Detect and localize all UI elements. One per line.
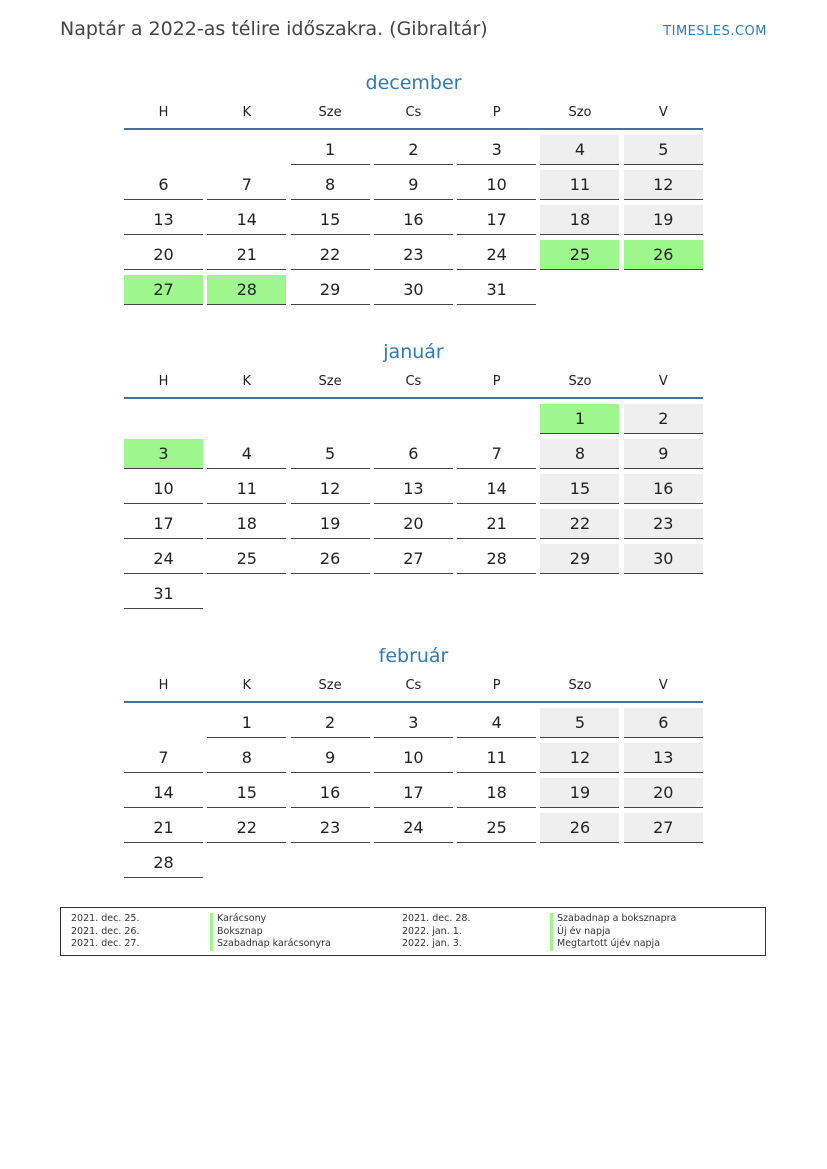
holiday-day-cell: 25 [540, 240, 619, 270]
day-cell: 13 [624, 743, 703, 773]
day-cell: 18 [540, 205, 619, 235]
day-cell: 2 [374, 135, 453, 165]
month-january [124, 337, 703, 609]
day-cell: 23 [291, 813, 370, 843]
weekday-label: H [158, 678, 169, 693]
legend-holiday-name: Új év napja [550, 926, 676, 939]
day-cell: 15 [291, 205, 370, 235]
day-cell: 21 [124, 813, 203, 843]
day-cell: 11 [540, 170, 619, 200]
day-cell: 8 [207, 743, 286, 773]
day-cell: 29 [540, 544, 619, 574]
empty-cell [124, 135, 203, 164]
legend-date: 2021. dec. 28. [402, 913, 471, 924]
day-cell: 17 [124, 509, 203, 539]
weekday-label: Szo [568, 105, 592, 120]
weekday-label: V [658, 678, 668, 693]
day-cell: 30 [374, 275, 453, 305]
day-cell: 2 [291, 708, 370, 738]
day-cell: 22 [291, 240, 370, 270]
day-cell: 26 [291, 544, 370, 574]
day-cell: 15 [540, 474, 619, 504]
month-title: január [383, 341, 444, 363]
month-title: december [365, 72, 462, 94]
legend-holiday-name: Szabadnap karácsonyra [210, 938, 331, 951]
day-cell: 10 [374, 743, 453, 773]
day-cell: 25 [457, 813, 536, 843]
day-cell: 17 [457, 205, 536, 235]
day-cell: 30 [624, 544, 703, 574]
weekday-label: K [242, 374, 252, 389]
day-cell: 13 [124, 205, 203, 235]
day-cell: 23 [374, 240, 453, 270]
day-cell: 17 [374, 778, 453, 808]
day-cell: 7 [124, 743, 203, 773]
empty-cell [207, 135, 286, 164]
legend-date: 2021. dec. 27. [71, 938, 140, 949]
day-cell: 1 [291, 135, 370, 165]
day-cell: 6 [124, 170, 203, 200]
legend-holiday-name: Szabadnap a boksznapra [550, 913, 676, 926]
empty-cell [124, 404, 203, 433]
weekday-header [124, 98, 703, 130]
day-cell: 24 [124, 544, 203, 574]
day-cell: 10 [124, 474, 203, 504]
weekday-header [124, 671, 703, 703]
day-grid [124, 135, 703, 305]
month-february [124, 641, 703, 878]
weekday-label: Cs [405, 678, 422, 693]
weekday-label: V [658, 374, 668, 389]
day-cell: 7 [207, 170, 286, 200]
day-cell: 29 [291, 275, 370, 305]
day-cell: 18 [207, 509, 286, 539]
day-cell: 31 [124, 579, 203, 609]
day-cell: 22 [540, 509, 619, 539]
day-cell: 21 [457, 509, 536, 539]
weekday-label: P [492, 374, 501, 389]
empty-cell [124, 708, 203, 737]
day-cell: 9 [624, 439, 703, 469]
month-title: február [378, 645, 449, 667]
holiday-legend [60, 907, 766, 956]
legend-date: 2022. jan. 3. [402, 938, 462, 949]
day-cell: 16 [291, 778, 370, 808]
weekday-label: H [158, 105, 169, 120]
legend-holiday-name: Karácsony [210, 913, 331, 926]
weekday-label: Szo [568, 678, 592, 693]
day-cell: 24 [374, 813, 453, 843]
day-cell: 5 [540, 708, 619, 738]
day-cell: 15 [207, 778, 286, 808]
weekday-header [124, 367, 703, 399]
day-cell: 1 [207, 708, 286, 738]
day-cell: 20 [124, 240, 203, 270]
day-cell: 16 [374, 205, 453, 235]
legend-dates-right [402, 913, 470, 951]
day-cell: 25 [207, 544, 286, 574]
weekday-label: V [658, 105, 668, 120]
day-cell: 12 [624, 170, 703, 200]
day-cell: 26 [540, 813, 619, 843]
day-cell: 27 [624, 813, 703, 843]
day-cell: 5 [291, 439, 370, 469]
holiday-day-cell: 27 [124, 275, 203, 305]
day-cell: 18 [457, 778, 536, 808]
weekday-label: Sze [318, 374, 342, 389]
page-title: Naptár a 2022-as télire időszakra. (Gibraltár) [60, 18, 488, 40]
day-cell: 23 [624, 509, 703, 539]
day-grid [124, 404, 703, 609]
day-cell: 19 [291, 509, 370, 539]
weekday-label: Cs [405, 105, 422, 120]
empty-cell [207, 404, 286, 433]
day-cell: 4 [540, 135, 619, 165]
legend-holiday-name: Megtartott újév napja [550, 938, 676, 951]
day-cell: 3 [374, 708, 453, 738]
day-cell: 27 [374, 544, 453, 574]
day-cell: 19 [624, 205, 703, 235]
weekday-label: Sze [318, 678, 342, 693]
day-cell: 4 [207, 439, 286, 469]
brand-link[interactable]: TIMESLES.COM [663, 24, 767, 39]
legend-date: 2022. jan. 1. [402, 925, 462, 937]
day-cell: 2 [624, 404, 703, 434]
empty-cell [457, 404, 536, 433]
day-cell: 9 [291, 743, 370, 773]
legend-names-right [550, 913, 676, 951]
day-cell: 24 [457, 240, 536, 270]
day-grid [124, 708, 703, 878]
legend-date: 2021. dec. 25. [71, 913, 140, 924]
day-cell: 31 [457, 275, 536, 305]
empty-cell [291, 404, 370, 433]
day-cell: 7 [457, 439, 536, 469]
month-december [124, 68, 703, 305]
holiday-day-cell: 26 [624, 240, 703, 270]
day-cell: 20 [624, 778, 703, 808]
day-cell: 8 [291, 170, 370, 200]
day-cell: 11 [207, 474, 286, 504]
legend-holiday-name: Boksznap [210, 926, 331, 939]
day-cell: 5 [624, 135, 703, 165]
day-cell: 16 [624, 474, 703, 504]
day-cell: 21 [207, 240, 286, 270]
legend-names-left [210, 913, 331, 951]
day-cell: 3 [457, 135, 536, 165]
day-cell: 14 [207, 205, 286, 235]
weekday-label: Sze [318, 105, 342, 120]
day-cell: 28 [124, 848, 203, 878]
weekday-label: H [158, 374, 169, 389]
legend-dates-left [71, 913, 139, 951]
empty-cell [374, 404, 453, 433]
weekday-label: Cs [405, 374, 422, 389]
day-cell: 8 [540, 439, 619, 469]
day-cell: 22 [207, 813, 286, 843]
weekday-label: K [242, 105, 252, 120]
legend-date: 2021. dec. 26. [71, 925, 140, 937]
day-cell: 4 [457, 708, 536, 738]
weekday-label: P [492, 678, 501, 693]
weekday-label: Szo [568, 374, 592, 389]
day-cell: 14 [124, 778, 203, 808]
weekday-label: P [492, 105, 501, 120]
day-cell: 19 [540, 778, 619, 808]
holiday-day-cell: 1 [540, 404, 619, 434]
day-cell: 11 [457, 743, 536, 773]
day-cell: 12 [291, 474, 370, 504]
day-cell: 10 [457, 170, 536, 200]
day-cell: 20 [374, 509, 453, 539]
holiday-day-cell: 28 [207, 275, 286, 305]
day-cell: 9 [374, 170, 453, 200]
weekday-label: K [242, 678, 252, 693]
holiday-day-cell: 3 [124, 439, 203, 469]
day-cell: 6 [374, 439, 453, 469]
day-cell: 28 [457, 544, 536, 574]
day-cell: 6 [624, 708, 703, 738]
day-cell: 13 [374, 474, 453, 504]
day-cell: 12 [540, 743, 619, 773]
day-cell: 14 [457, 474, 536, 504]
